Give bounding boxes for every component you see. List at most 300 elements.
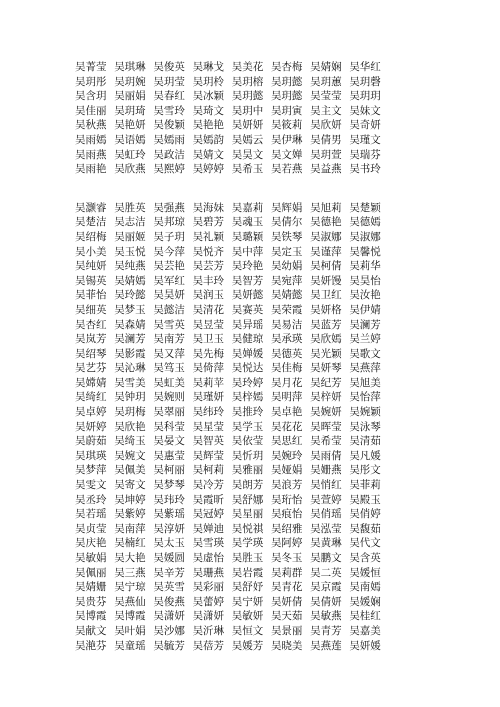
name-cell: 吴博霞	[75, 610, 107, 623]
name-cell: 吴婧懿	[270, 289, 303, 302]
name-cell: 吴倩妍	[310, 595, 342, 608]
name-cell: 吴丰玲	[192, 274, 225, 287]
name-cell: 吴婉玲	[270, 449, 303, 462]
name-row	[75, 493, 495, 508]
name-list-page	[75, 60, 495, 653]
name-cell: 吴晓美	[270, 639, 303, 652]
name-cell: 吴怡萍	[349, 391, 381, 404]
name-cell: 吴花花	[270, 420, 303, 433]
name-cell: 吴殿玉	[349, 493, 381, 506]
name-cell: 吴艳艳	[192, 119, 225, 132]
name-cell: 吴秋燕	[75, 119, 107, 132]
name-cell: 吴钟玥	[114, 391, 146, 404]
name-cell: 吴妍倩	[270, 595, 303, 608]
name-cell: 吴琳戈	[192, 61, 225, 73]
name-cell: 吴悄红	[310, 479, 342, 492]
name-cell: 吴媛芳	[231, 639, 264, 652]
name-row	[75, 230, 495, 245]
name-row	[75, 104, 495, 119]
name-cell: 吴倩尔	[270, 216, 303, 229]
name-cell: 吴虚怡	[192, 552, 225, 564]
name-cell: 吴胜玉	[231, 552, 264, 564]
name-cell: 吴华红	[349, 61, 381, 73]
name-cell: 吴辉莹	[192, 449, 225, 462]
name-cell: 吴婉妍	[310, 406, 342, 419]
name-cell: 吴雪英	[153, 318, 185, 331]
name-cell: 吴佩美	[114, 464, 146, 477]
name-row	[75, 420, 495, 435]
name-cell: 吴媛圆	[153, 552, 185, 564]
name-cell: 吴今萍	[153, 245, 185, 258]
name-cell: 吴丽姬	[114, 230, 146, 243]
name-cell: 吴婵迪	[192, 522, 225, 535]
name-cell: 吴婷婷	[192, 163, 225, 176]
name-cell: 吴又萍	[153, 347, 185, 360]
name-cell: 吴玉悦	[114, 245, 146, 258]
name-row	[75, 522, 495, 537]
name-cell: 吴旭莉	[310, 201, 342, 214]
name-cell: 吴润玉	[192, 289, 225, 302]
name-cell: 吴雨嫣	[75, 133, 107, 146]
name-cell: 吴含英	[349, 552, 381, 564]
name-cell: 吴玥玥	[349, 90, 381, 103]
name-cell: 吴志洁	[114, 216, 146, 229]
name-cell: 吴纯燕	[114, 260, 146, 273]
name-cell: 吴绮玉	[114, 435, 146, 448]
name-cell: 吴丽娟	[114, 90, 146, 103]
name-cell: 吴影霞	[114, 347, 146, 360]
name-row	[75, 133, 495, 148]
name-cell: 吴楚洁	[75, 216, 107, 229]
name-cell: 吴强燕	[153, 201, 185, 214]
name-cell: 吴艺芬	[75, 362, 107, 375]
name-cell: 吴伊婧	[349, 303, 381, 316]
name-cell: 吴冷芳	[192, 479, 225, 492]
name-cell: 吴嘉莉	[231, 201, 264, 214]
name-cell: 吴姗燕	[310, 464, 342, 477]
name-cell: 吴瑾妍	[192, 391, 225, 404]
name-cell: 吴嫣雨	[153, 133, 185, 146]
name-cell: 吴毓芳	[153, 639, 185, 652]
name-cell: 吴滟芬	[75, 639, 107, 652]
name-cell: 吴卓婷	[75, 406, 107, 419]
name-cell: 吴昊妍	[153, 289, 185, 302]
name-cell: 吴玥梅	[114, 406, 146, 419]
name-cell: 吴俏婷	[349, 508, 381, 521]
name-cell: 吴蓝芳	[310, 318, 342, 331]
name-cell: 吴熙婷	[153, 163, 185, 176]
name-cell: 吴清茹	[349, 435, 381, 448]
name-cell: 吴珩怡	[270, 493, 303, 506]
name-cell: 吴莹莹	[310, 90, 342, 103]
name-cell: 吴南嫣	[349, 581, 381, 594]
name-cell: 吴悦达	[231, 362, 264, 375]
name-row	[75, 318, 495, 333]
name-cell: 吴冰颖	[192, 90, 225, 103]
name-cell: 吴代文	[349, 537, 381, 550]
name-cell: 吴月花	[270, 376, 303, 389]
name-cell: 吴澜芳	[349, 318, 381, 331]
name-cell: 吴绮红	[75, 391, 107, 404]
name-cell: 吴紫瑶	[153, 508, 185, 521]
name-cell: 吴星丽	[231, 508, 264, 521]
name-cell: 吴馨悦	[349, 245, 381, 258]
name-cell: 吴淳妍	[153, 522, 185, 535]
name-cell: 吴星莹	[192, 420, 225, 433]
name-cell: 吴妹文	[349, 104, 381, 117]
name-cell: 吴依莹	[231, 435, 264, 448]
name-cell: 吴昱莹	[192, 318, 225, 331]
name-cell: 吴柯倩	[310, 260, 342, 273]
name-cell: 吴青花	[270, 581, 303, 594]
name-cell: 吴欣艳	[114, 420, 146, 433]
name-cell: 吴思红	[270, 435, 303, 448]
name-cell: 吴浪芳	[270, 479, 303, 492]
name-row	[75, 303, 495, 318]
name-row	[75, 148, 495, 163]
name-row	[75, 259, 495, 274]
name-cell: 吴婧嫣	[114, 274, 146, 287]
name-cell: 吴彩丽	[192, 581, 225, 594]
name-cell: 吴赛英	[231, 303, 264, 316]
name-cell: 吴燕萍	[349, 362, 381, 375]
name-cell: 吴泓莹	[310, 522, 342, 535]
name-row	[75, 536, 495, 551]
name-cell: 吴沂琳	[192, 624, 225, 637]
name-cell: 吴妍格	[310, 303, 342, 316]
name-cell: 吴梓妍	[310, 391, 342, 404]
name-cell: 吴朗芳	[231, 479, 264, 492]
name-cell: 吴妍媛	[349, 639, 381, 652]
name-cell: 吴媛娴	[349, 595, 381, 608]
name-cell: 吴丞玲	[75, 493, 107, 506]
name-cell: 吴晏文	[153, 435, 185, 448]
name-cell: 吴莉华	[349, 260, 381, 273]
name-cell: 吴婧姗	[75, 581, 107, 594]
name-cell: 吴玥莹	[153, 75, 185, 88]
name-cell: 吴娅娟	[270, 464, 303, 477]
name-row	[75, 60, 495, 75]
name-cell: 吴杏红	[75, 318, 107, 331]
name-cell: 吴兰婷	[349, 333, 381, 346]
name-cell: 吴雪美	[114, 376, 146, 389]
name-cell: 吴玥磬	[349, 75, 381, 88]
name-row	[75, 245, 495, 260]
name-cell: 吴冬玉	[270, 552, 303, 564]
name-row	[75, 624, 495, 639]
name-cell: 吴昊文	[231, 148, 264, 161]
name-cell: 吴卫红	[310, 289, 342, 302]
name-cell: 吴童瑶	[114, 639, 146, 652]
name-cell: 吴叶娟	[114, 624, 146, 637]
name-cell: 吴德英	[270, 347, 303, 360]
name-cell: 吴雨燕	[75, 148, 107, 161]
name-cell: 吴鹏文	[310, 552, 342, 564]
name-cell: 吴军红	[153, 274, 185, 287]
name-cell: 吴阿婷	[270, 537, 303, 550]
name-cell: 吴庆艳	[75, 537, 107, 550]
name-block-2	[75, 201, 495, 653]
name-cell: 吴三燕	[114, 566, 146, 579]
name-cell: 吴妍懿	[231, 289, 264, 302]
name-cell: 吴清花	[192, 303, 225, 316]
name-cell: 吴玥懿	[270, 90, 303, 103]
name-cell: 吴彤文	[349, 464, 381, 477]
name-cell: 吴晖莹	[310, 420, 342, 433]
name-cell: 吴雪玲	[153, 104, 185, 117]
name-row	[75, 118, 495, 133]
name-cell: 吴艳妍	[114, 119, 146, 132]
name-cell: 吴璐颖	[231, 230, 264, 243]
name-cell: 吴海妹	[192, 201, 225, 214]
name-cell: 吴绍梅	[75, 230, 107, 243]
name-cell: 吴珊燕	[192, 566, 225, 579]
name-cell: 吴琦文	[192, 104, 225, 117]
name-cell: 吴婉则	[153, 391, 185, 404]
name-cell: 吴燕仙	[114, 595, 146, 608]
name-cell: 吴寄文	[114, 479, 146, 492]
name-cell: 吴南芳	[153, 333, 185, 346]
name-cell: 吴妍妍	[231, 119, 264, 132]
name-cell: 吴智芳	[231, 274, 264, 287]
name-row	[75, 376, 495, 391]
name-cell: 吴玲艳	[231, 260, 264, 273]
name-cell: 吴天茹	[270, 610, 303, 623]
name-cell: 吴馥茹	[349, 522, 381, 535]
name-cell: 吴芸艳	[153, 260, 185, 273]
name-row	[75, 162, 495, 177]
name-cell: 吴智英	[192, 435, 225, 448]
name-cell: 吴菲怡	[75, 289, 107, 302]
name-cell: 吴忻玥	[231, 449, 264, 462]
name-cell: 吴碧芳	[192, 216, 225, 229]
name-cell: 吴希玉	[231, 163, 264, 176]
name-cell: 吴辛芳	[153, 566, 185, 579]
name-cell: 吴宁琼	[114, 581, 146, 594]
name-cell: 吴佩丽	[75, 566, 107, 579]
name-cell: 吴莉群	[270, 566, 303, 579]
name-row	[75, 463, 495, 478]
name-row	[75, 75, 495, 90]
name-cell: 吴卫玉	[192, 333, 225, 346]
name-cell: 吴雅丽	[231, 464, 264, 477]
name-cell: 吴佳梅	[270, 362, 303, 375]
name-cell: 吴魂玉	[231, 216, 264, 229]
name-cell: 吴玲懿	[114, 289, 146, 302]
name-cell: 吴英雪	[153, 581, 185, 594]
name-cell: 吴科莹	[153, 420, 185, 433]
name-cell: 吴婧娴	[310, 61, 342, 73]
name-cell: 吴玥懿	[270, 75, 303, 88]
name-cell: 吴小美	[75, 245, 107, 258]
name-row	[75, 595, 495, 610]
name-cell: 吴翠丽	[153, 406, 185, 419]
name-cell: 吴瑞芬	[349, 148, 381, 161]
name-cell: 吴益燕	[310, 163, 342, 176]
name-cell: 吴辉娟	[270, 201, 303, 214]
name-cell: 吴南萍	[114, 522, 146, 535]
name-row	[75, 434, 495, 449]
name-cell: 吴卓艳	[270, 406, 303, 419]
name-cell: 吴玥榕	[231, 75, 264, 88]
name-cell: 吴玮玲	[153, 493, 185, 506]
name-cell: 吴倩男	[310, 133, 342, 146]
name-cell: 吴嫣云	[231, 133, 264, 146]
name-cell: 吴政洁	[153, 148, 185, 161]
name-cell: 吴玥彤	[75, 75, 107, 88]
name-cell: 吴楚颖	[349, 201, 381, 214]
name-cell: 吴俊颖	[153, 119, 185, 132]
name-cell: 吴瑾文	[349, 133, 381, 146]
name-cell: 吴景丽	[270, 624, 303, 637]
name-cell: 吴易洁	[270, 318, 303, 331]
name-row	[75, 580, 495, 595]
name-cell: 吴献文	[75, 624, 107, 637]
name-cell: 吴谨萍	[310, 245, 342, 258]
name-cell: 吴异瑶	[231, 318, 264, 331]
name-cell: 吴俏瑶	[310, 508, 342, 521]
name-cell: 吴婉颖	[349, 406, 381, 419]
name-cell: 吴欣燕	[114, 163, 146, 176]
name-cell: 吴舒娜	[231, 493, 264, 506]
name-cell: 吴先梅	[192, 347, 225, 360]
name-cell: 吴纪芳	[310, 376, 342, 389]
name-cell: 吴若燕	[270, 163, 303, 176]
name-cell: 吴欣妍	[310, 119, 342, 132]
name-cell: 吴妍琴	[310, 362, 342, 375]
name-cell: 吴菁莹	[75, 61, 107, 73]
name-cell: 吴敏燕	[310, 610, 342, 623]
name-cell: 吴倚萍	[192, 362, 225, 375]
name-cell: 吴雪瑛	[192, 537, 225, 550]
name-cell: 吴推玲	[231, 406, 264, 419]
name-cell: 吴俊燕	[153, 595, 185, 608]
name-cell: 吴二英	[310, 566, 342, 579]
name-row	[75, 405, 495, 420]
name-cell: 吴婉文	[114, 449, 146, 462]
name-cell: 吴玥萱	[310, 148, 342, 161]
name-cell: 吴柯莉	[192, 464, 225, 477]
name-cell: 吴森婧	[114, 318, 146, 331]
name-cell: 吴敏妍	[231, 610, 264, 623]
name-cell: 吴宁妍	[231, 595, 264, 608]
name-cell: 吴绍琴	[75, 347, 107, 360]
name-cell: 吴主文	[310, 104, 342, 117]
name-cell: 吴子玥	[153, 230, 185, 243]
name-cell: 吴澜芳	[114, 333, 146, 346]
name-cell: 吴光颖	[310, 347, 342, 360]
name-cell: 吴伊琳	[270, 133, 303, 146]
name-cell: 吴淑娜	[349, 230, 381, 243]
name-cell: 吴含玥	[75, 90, 107, 103]
name-cell: 吴语嫣	[114, 133, 146, 146]
name-cell: 吴痕怡	[270, 508, 303, 521]
name-row	[75, 215, 495, 230]
name-cell: 吴凡媛	[349, 449, 381, 462]
name-cell: 吴幼娟	[270, 260, 303, 273]
name-cell: 吴雨倩	[310, 449, 342, 462]
name-cell: 吴玥婉	[114, 75, 146, 88]
name-cell: 吴玥中	[231, 104, 264, 117]
name-cell: 吴杏梅	[270, 61, 303, 73]
name-cell: 吴梦琴	[153, 479, 185, 492]
name-cell: 吴汝艳	[349, 289, 381, 302]
name-cell: 吴虹美	[153, 376, 185, 389]
name-cell: 吴琪瑛	[75, 449, 107, 462]
name-cell: 吴悦祺	[231, 522, 264, 535]
name-cell: 吴霞昕	[192, 493, 225, 506]
name-cell: 吴琪琳	[114, 61, 146, 73]
name-cell: 吴德艳	[310, 216, 342, 229]
name-cell: 吴芸芳	[192, 260, 225, 273]
name-cell: 吴昊怡	[349, 274, 381, 287]
name-cell: 吴宛萍	[270, 274, 303, 287]
name-cell: 吴细英	[75, 303, 107, 316]
name-cell: 吴若瑶	[75, 508, 107, 521]
name-row	[75, 288, 495, 303]
name-cell: 吴纯妍	[75, 260, 107, 273]
name-cell: 吴冠婷	[192, 508, 225, 521]
name-cell: 吴绍雅	[270, 522, 303, 535]
name-cell: 吴文婵	[270, 148, 303, 161]
name-cell: 吴希莹	[310, 435, 342, 448]
name-row	[75, 551, 495, 566]
name-cell: 吴礼颖	[192, 230, 225, 243]
name-cell: 吴婵媛	[231, 347, 264, 360]
name-cell: 吴春红	[153, 90, 185, 103]
name-row	[75, 609, 495, 624]
name-row	[75, 478, 495, 493]
name-cell: 吴大艳	[114, 552, 146, 564]
name-cell: 吴明萍	[270, 391, 303, 404]
name-row	[75, 566, 495, 581]
name-cell: 吴歌文	[349, 347, 381, 360]
name-cell: 吴蔚茹	[75, 435, 107, 448]
name-row	[75, 449, 495, 464]
name-cell: 吴中萍	[231, 245, 264, 258]
name-cell: 吴灏睿	[75, 201, 107, 214]
name-cell: 吴锡英	[75, 274, 107, 287]
name-cell: 吴妍婷	[75, 420, 107, 433]
name-cell: 吴书玲	[349, 163, 381, 176]
name-cell: 吴潇妍	[153, 610, 185, 623]
name-cell: 吴沁琳	[114, 362, 146, 375]
name-cell: 吴惠莹	[153, 449, 185, 462]
name-cell: 吴紫婷	[114, 508, 146, 521]
name-cell: 吴胜英	[114, 201, 146, 214]
name-cell: 吴荣霞	[270, 303, 303, 316]
name-cell: 吴玥蕙	[310, 75, 342, 88]
name-cell: 吴虹玲	[114, 148, 146, 161]
name-cell: 吴妍馒	[310, 274, 342, 287]
name-row	[75, 361, 495, 376]
name-cell: 吴筱莉	[270, 119, 303, 132]
name-cell: 吴舒妤	[231, 581, 264, 594]
name-row	[75, 332, 495, 347]
name-row	[75, 274, 495, 289]
name-cell: 吴贞莹	[75, 522, 107, 535]
name-cell: 吴雯文	[75, 479, 107, 492]
name-cell: 吴旭美	[349, 376, 381, 389]
name-cell: 吴铁琴	[270, 230, 303, 243]
name-cell: 吴婧文	[192, 148, 225, 161]
name-cell: 吴定玉	[270, 245, 303, 258]
name-cell: 吴承瑛	[270, 333, 303, 346]
name-cell: 吴岩霞	[231, 566, 264, 579]
name-cell: 吴楠红	[114, 537, 146, 550]
name-cell: 吴悦齐	[192, 245, 225, 258]
name-cell: 吴桂红	[349, 610, 381, 623]
